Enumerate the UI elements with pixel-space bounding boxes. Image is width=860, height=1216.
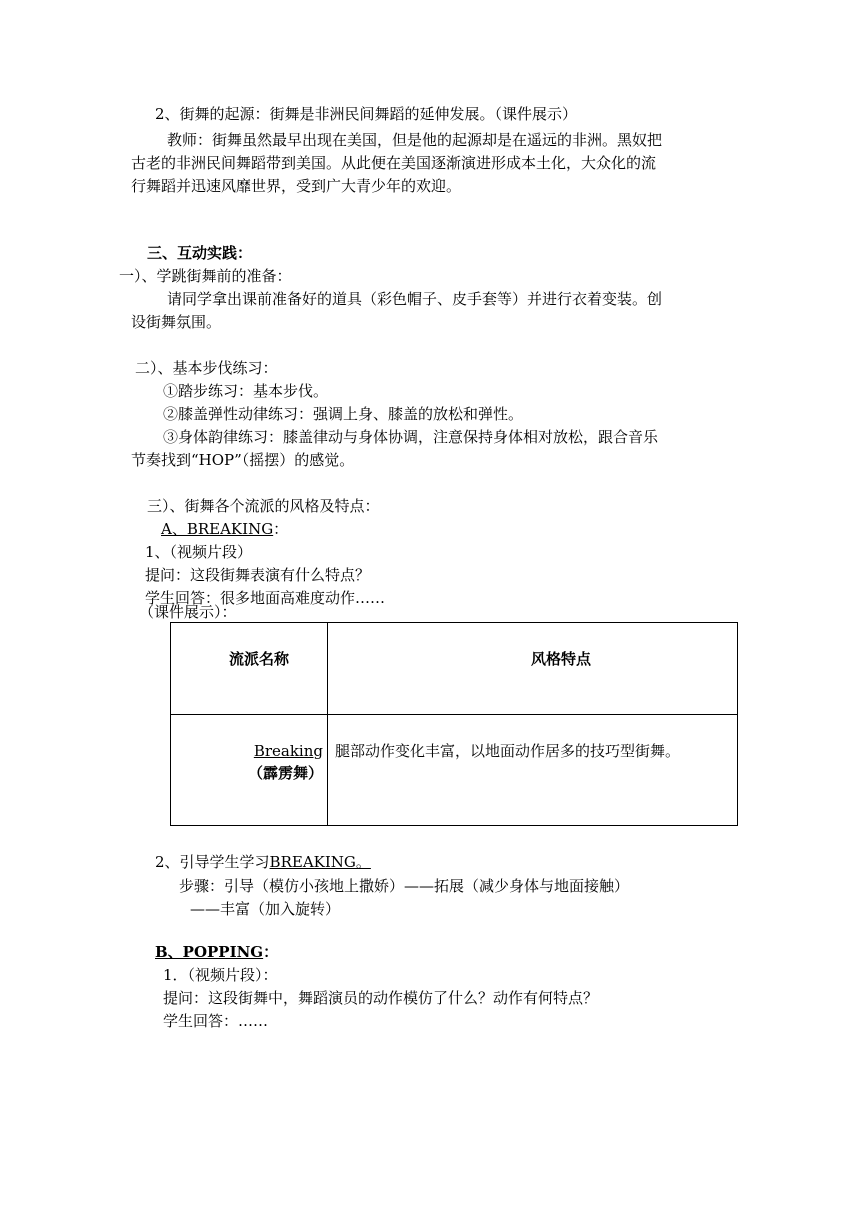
list-item: ③身体韵律练习：膝盖律动与身体协调，注意保持身体相对放松，跟合音乐 [163,428,659,446]
teacher-paragraph-line: 行舞蹈并迅速风靡世界，受到广大青少年的欢迎。 [131,177,462,195]
question-text: 提问：这段街舞表演有什么特点？ [145,566,371,584]
paragraph-line: 请同学拿出课前准备好的道具（彩色帽子、皮手套等）并进行衣着变装。创 [167,290,663,308]
list-item: 1．（视频片段）： [163,966,278,984]
answer-text: 学生回答：…… [163,1012,269,1030]
steps-line: ——丰富（加入旋转） [190,900,341,918]
subsection-title: 二）、基本步伐练习： [135,359,278,377]
subsection-title: 一）、学跳街舞前的准备： [119,267,292,285]
breaking-label: A、BREAKING： [161,520,289,538]
courseware-label: （课件展示）： [139,603,237,621]
question-text: 提问：这段街舞中，舞蹈演员的动作模仿了什么？动作有何特点？ [163,989,599,1007]
subsection-title: 三）、街舞各个流派的风格及特点： [147,497,380,515]
table-header-name: 流派名称 [229,650,290,668]
list-item: ②膝盖弹性动律练习：强调上身、膝盖的放松和弹性。 [163,405,524,423]
table-cell-style-desc: 腿部动作变化丰富，以地面动作居多的技巧型街舞。 [335,742,681,760]
table-cell-style-name: Breaking （霹雳舞） [247,742,323,782]
teacher-paragraph-line: 教师：街舞虽然最早出现在美国，但是他的起源却是在遥远的非洲。黑奴把 [167,131,663,149]
popping-label: B、POPPING： [155,943,279,961]
list-item: 1、（视频片段） [145,543,253,561]
teacher-paragraph-line: 古老的非洲民间舞蹈带到美国。从此便在美国逐渐演进形成本土化，大众化的流 [131,154,657,172]
origin-heading: 2、街舞的起源：街舞是非洲民间舞蹈的延伸发展。（课件展示） [155,105,578,123]
table-header-style: 风格特点 [531,650,592,668]
list-item: 2、引导学生学习BREAKING。 [155,853,371,871]
table-divider [171,714,737,715]
list-item: ①踏步练习：基本步伐。 [163,382,329,400]
style-table [170,622,738,826]
answer-text: 学生回答：很多地面高难度动作…… [145,589,386,607]
section-heading: 三、互动实践： [147,244,253,262]
paragraph-line: 设街舞氛围。 [131,313,222,331]
steps-line: 步骤：引导（模仿小孩地上撒娇）——拓展（减少身体与地面接触） [179,877,630,895]
table-divider [327,623,328,825]
list-item: 节奏找到“HOP”（摇摆）的感觉。 [131,451,355,469]
